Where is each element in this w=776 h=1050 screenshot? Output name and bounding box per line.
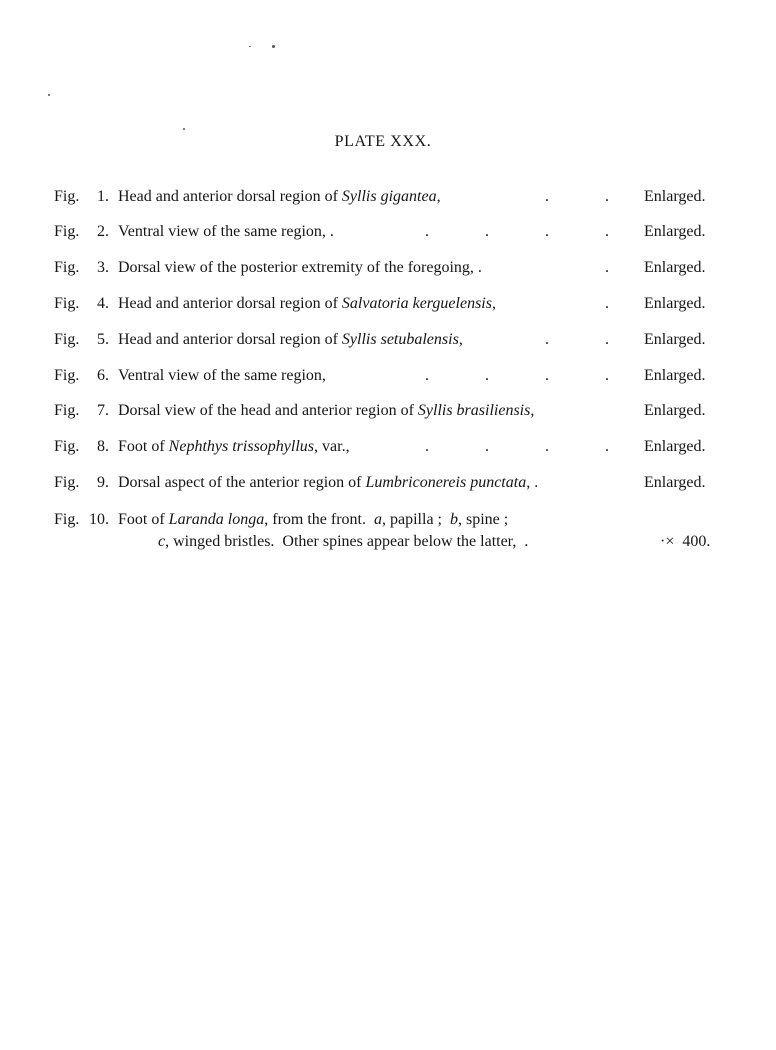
fig-description-line2: c, winged bristles. Other spines appear below the latter, . bbox=[158, 533, 529, 550]
species-name: Nephthys trissophyllus bbox=[168, 438, 315, 455]
fig-label: Fig. bbox=[54, 438, 80, 455]
magnification: Enlarged. bbox=[644, 188, 706, 205]
fig-description: Head and anterior dorsal region of Syllis gigantea, bbox=[118, 188, 441, 205]
leader-dot: . bbox=[545, 331, 549, 348]
leader-dot: . bbox=[605, 367, 609, 384]
leader-dot: . bbox=[545, 438, 549, 455]
magnification: Enlarged. bbox=[644, 223, 706, 240]
plate-title: PLATE XXX. bbox=[334, 133, 432, 150]
leader-dot: . bbox=[425, 438, 429, 455]
fig-label: Fig. bbox=[54, 259, 80, 276]
fig-label: Fig. bbox=[54, 295, 80, 312]
magnification: Enlarged. bbox=[644, 402, 706, 419]
magnification: Enlarged. bbox=[644, 331, 706, 348]
species-name: Syllis brasiliensis bbox=[417, 402, 531, 419]
magnification: ·× 400. bbox=[660, 533, 711, 550]
magnification: Enlarged. bbox=[644, 295, 706, 312]
fig-description: Dorsal view of the head and anterior region of Syllis brasiliensis, bbox=[118, 402, 535, 419]
fig-number: 4. bbox=[97, 295, 109, 312]
fig-label: Fig. bbox=[54, 474, 80, 491]
species-name: Lumbriconereis punctata bbox=[365, 474, 527, 491]
leader-dot: . bbox=[605, 188, 609, 205]
leader-dot: . bbox=[545, 367, 549, 384]
leader-dot: . bbox=[605, 259, 609, 276]
leader-dot: . bbox=[605, 438, 609, 455]
leader-dot: . bbox=[425, 367, 429, 384]
fig-label: Fig. bbox=[54, 367, 80, 384]
fig-description: Dorsal aspect of the anterior region of Lumbriconereis punctata, . bbox=[118, 474, 539, 491]
fig-label: Fig. bbox=[54, 223, 80, 240]
leader-dot: . bbox=[485, 367, 489, 384]
species-name: Salvatoria kerguelensis bbox=[341, 295, 492, 312]
fig-label: Fig. bbox=[54, 402, 80, 419]
magnification: Enlarged. bbox=[644, 474, 706, 491]
leader-dot: . bbox=[545, 223, 549, 240]
species-name: Laranda longa bbox=[168, 511, 265, 528]
fig-description: Ventral view of the same region, . bbox=[118, 223, 334, 240]
magnification: Enlarged. bbox=[644, 259, 706, 276]
leader-dot: . bbox=[605, 295, 609, 312]
fig-description: Foot of Nephthys trissophyllus, var., bbox=[118, 438, 350, 455]
fig-description: Head and anterior dorsal region of Salvatoria kerguelensis, bbox=[118, 295, 496, 312]
species-name: Syllis gigantea bbox=[341, 188, 437, 205]
magnification: Enlarged. bbox=[644, 367, 706, 384]
leader-dot: . bbox=[605, 331, 609, 348]
fig-label: Fig. bbox=[54, 188, 80, 205]
fig-number: 3. bbox=[97, 259, 109, 276]
magnification: Enlarged. bbox=[644, 438, 706, 455]
leader-dot: . bbox=[605, 223, 609, 240]
fig-description: Ventral view of the same region, bbox=[118, 367, 326, 384]
leader-dot: . bbox=[485, 223, 489, 240]
fig-number: 7. bbox=[97, 402, 109, 419]
leader-dot: . bbox=[425, 223, 429, 240]
leader-dot: . bbox=[545, 188, 549, 205]
fig-label: Fig. bbox=[54, 331, 80, 348]
fig-description: Foot of Laranda longa, from the front. a, papilla ; b, spine ; bbox=[118, 511, 509, 528]
fig-description: Dorsal view of the posterior extremity of the foregoing, . bbox=[118, 259, 482, 276]
scan-speck bbox=[272, 45, 275, 48]
fig-label: Fig. bbox=[54, 511, 80, 528]
fig-number: 9. bbox=[97, 474, 109, 491]
leader-dot: . bbox=[485, 438, 489, 455]
fig-number: 1. bbox=[97, 188, 109, 205]
scan-speck bbox=[183, 128, 185, 130]
fig-number: 8. bbox=[97, 438, 109, 455]
scan-speck bbox=[249, 46, 251, 47]
fig-number: 10. bbox=[89, 511, 109, 528]
fig-number: 6. bbox=[97, 367, 109, 384]
fig-number: 5. bbox=[97, 331, 109, 348]
fig-number: 2. bbox=[97, 223, 109, 240]
scan-speck bbox=[48, 94, 50, 96]
species-name: Syllis setubalensis bbox=[341, 331, 459, 348]
fig-description: Head and anterior dorsal region of Syllis setubalensis, bbox=[118, 331, 463, 348]
